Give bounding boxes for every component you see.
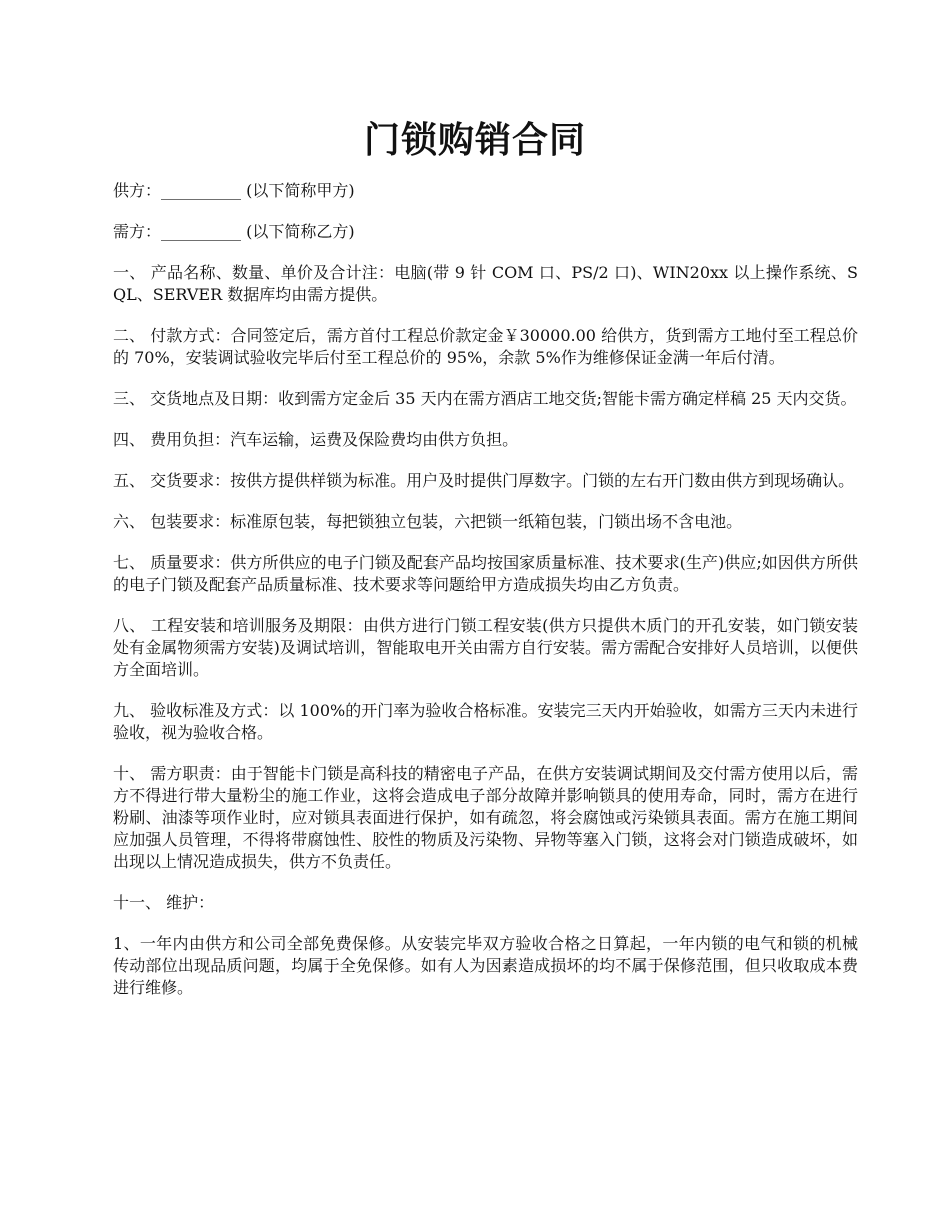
document-body: [113, 180, 858, 1018]
clause-10-buyer-duties: 十、 需方职责：由于智能卡门锁是高科技的精密电子产品，在供方安装调试期间及交付需方使用以后，需方不得进行带大量粉尘的施工作业，这将会造成电子部分故障并影响锁具的使用寿命，同时，需方在进行粉刷、油漆等项作业时，应对锁具表面进行保护，如有疏忽，将会腐蚀或污染锁具表面。需方在施工期间应加强人员管理，不得将带腐蚀性、胶性的物质及污染物、异物等塞入门锁，这将会对门锁造成破坏，如出现以上情况造成损失，供方不负责任。: [113, 764, 858, 871]
clause-8-installation: 八、 工程安装和培训服务及期限：由供方进行门锁工程安装(供方只提供木质门的开孔安装，如门锁安装处有金属物须需方安装)及调试培训，智能取电开关由需方自行安装。需方需配合安排好人员培训，以便供方全面培训。: [113, 616, 858, 679]
buyer-line: 需方：__________ (以下简称乙方): [113, 222, 355, 241]
clause-4-costs: 四、 费用负担：汽车运输，运费及保险费均由供方负担。: [113, 430, 519, 449]
clause-2-payment: 二、 付款方式：合同签定后，需方首付工程总价款定金￥30000.00 给供方，货到需方工地付至工程总价的 70%，安装调试验收完毕后付至工程总价的 95%，余款 5%作为维修保证金满一年后付清。: [113, 326, 858, 367]
clause-7-quality: 七、 质量要求：供方所供应的电子门锁及配套产品均按国家质量标准、技术要求(生产)供应;如因供方所供的电子门锁及配套产品质量标准、技术要求等问题给甲方造成损失均由乙方负责。: [113, 553, 858, 594]
clause-1-product: 一、 产品名称、数量、单价及合计注：电脑(带 9 针 COM 口、PS/2 口)、WIN20xx 以上操作系统、SQL、SERVER 数据库均由需方提供。: [113, 263, 858, 304]
clause-9-acceptance: 九、 验收标准及方式：以 100%的开门率为验收合格标准。安装完三天内开始验收，如需方三天内未进行验收，视为验收合格。: [113, 701, 858, 742]
document-title: 门锁购销合同: [363, 119, 586, 161]
clause-3-delivery: 三、 交货地点及日期：收到需方定金后 35 天内在需方酒店工地交货;智能卡需方确定样稿 25 天内交货。: [113, 389, 857, 408]
clause-5-delivery-requirements: 五、 交货要求：按供方提供样锁为标准。用户及时提供门厚数字。门锁的左右开门数由供方到现场确认。: [113, 471, 855, 490]
clause-11-maintenance-heading: 十一、 维护：: [113, 893, 215, 912]
clause-6-packaging: 六、 包装要求：标准原包装，每把锁独立包装，六把锁一纸箱包装，门锁出场不含电池。: [113, 512, 743, 531]
supplier-line: 供方：__________ (以下简称甲方): [113, 181, 355, 200]
maintenance-item-1: 1、一年内由供方和公司全部免费保修。从安装完毕双方验收合格之日算起，一年内锁的电气和锁的机械传动部位出现品质问题，均属于全免保修。如有人为因素造成损坏的均不属于保修范围，但只收取成本费进行维修。: [113, 934, 858, 997]
